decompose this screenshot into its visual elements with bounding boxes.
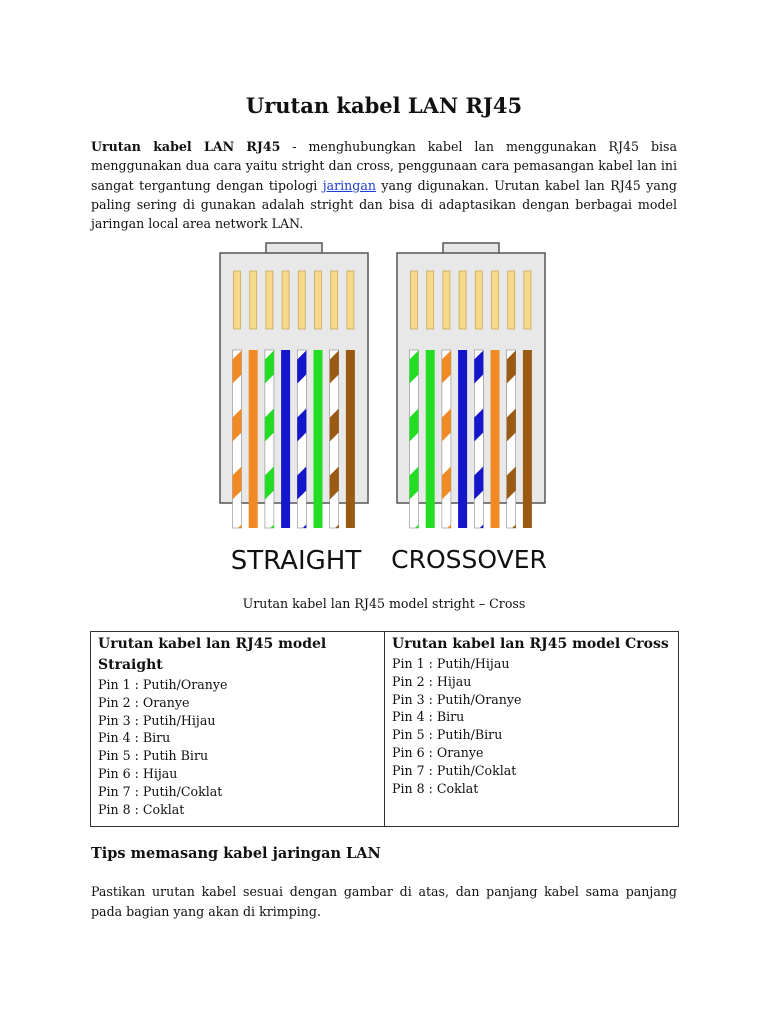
pin-contact xyxy=(492,271,499,329)
straight-pin-list xyxy=(98,676,377,818)
intro-text-2: yang digunakan. Urutan kabel lan RJ45 yang paling sering di gunakan adalah stright dan bisa di adaptasikan dengan berbagai model jaringan local area network LAN. xyxy=(91,177,677,232)
tips-heading: Tips memasang kabel jaringan LAN xyxy=(91,845,381,862)
pin-item: Pin 2 : Oranye xyxy=(98,694,190,710)
page-title: Urutan kabel LAN RJ45 xyxy=(245,93,523,118)
wire-brown xyxy=(523,350,532,528)
pin-item: Pin 1 : Putih/Hijau xyxy=(392,656,510,671)
cross-column-header: Urutan kabel lan RJ45 model Cross xyxy=(392,636,669,652)
pin-item: Pin 4 : Biru xyxy=(98,730,171,746)
pin-contact xyxy=(427,271,434,329)
intro-paragraph xyxy=(91,137,677,233)
pin-order-table xyxy=(90,631,679,827)
wire-orange xyxy=(249,350,258,528)
intro-bold-lead: Urutan kabel LAN RJ45 xyxy=(91,139,281,154)
figure-caption: Urutan kabel lan RJ45 model stright – Cross xyxy=(242,596,526,611)
pin-contact xyxy=(234,271,241,329)
wire-blue xyxy=(281,350,290,528)
crossover-connector xyxy=(397,243,545,558)
intro-text-1: - menghubungkan kabel lan menggunakan RJ45 bisa menggunakan dua cara yaitu stright dan cross, penggunaan cara pemasangan kabel lan ini sangat tergantung dengan tipologi xyxy=(91,139,678,193)
pin-item: Pin 5 : Putih/Biru xyxy=(392,727,503,743)
pin-item: Pin 4 : Biru xyxy=(392,709,465,725)
pin-item: Pin 8 : Coklat xyxy=(98,801,185,817)
crossover-label: CROSSOVER xyxy=(391,545,547,574)
pin-contact xyxy=(266,271,273,329)
pin-item: Pin 5 : Putih Biru xyxy=(98,748,209,764)
wire-brown xyxy=(346,350,355,528)
pin-contact xyxy=(298,271,305,329)
pin-contact xyxy=(282,271,289,329)
pin-contact xyxy=(475,271,482,329)
cross-column xyxy=(385,632,679,827)
pin-contact xyxy=(250,271,257,329)
cross-pin-list xyxy=(392,655,671,797)
wire-orange xyxy=(491,350,500,528)
rj45-connector-figure xyxy=(212,238,557,578)
tips-paragraph: Pastikan urutan kabel sesuai dengan gambar di atas, dan panjang kabel sama panjang pada bagian yang akan di krimping. xyxy=(91,884,677,919)
connector-housing xyxy=(220,253,368,503)
straight-column-header: Urutan kabel lan RJ45 model Straight xyxy=(98,636,327,673)
pin-contact xyxy=(347,271,354,329)
wire-blue xyxy=(458,350,467,528)
pin-contact xyxy=(315,271,322,329)
pin-item: Pin 2 : Hijau xyxy=(392,673,472,689)
pin-item: Pin 8 : Coklat xyxy=(392,780,479,796)
pin-item: Pin 3 : Putih/Hijau xyxy=(98,712,216,728)
wire-green xyxy=(426,350,435,528)
straight-column xyxy=(91,632,385,827)
pin-item: Pin 7 : Putih/Coklat xyxy=(98,783,223,799)
pin-item: Pin 6 : Hijau xyxy=(98,765,178,781)
pin-item: Pin 7 : Putih/Coklat xyxy=(392,762,517,778)
pin-contact xyxy=(524,271,531,329)
pin-item: Pin 1 : Putih/Oranye xyxy=(98,677,228,692)
pin-contact xyxy=(331,271,338,329)
pin-contact xyxy=(443,271,450,329)
straight-label: STRAIGHT xyxy=(230,546,362,576)
wire-green xyxy=(314,350,323,528)
pin-item: Pin 6 : Oranye xyxy=(392,744,484,760)
jaringan-link[interactable]: jaringan xyxy=(322,177,376,193)
pin-contact xyxy=(508,271,515,329)
pin-contact xyxy=(459,271,466,329)
pin-contact xyxy=(411,271,418,329)
pin-item: Pin 3 : Putih/Oranye xyxy=(392,691,522,707)
connector-housing xyxy=(397,253,545,503)
straight-connector xyxy=(220,243,368,558)
